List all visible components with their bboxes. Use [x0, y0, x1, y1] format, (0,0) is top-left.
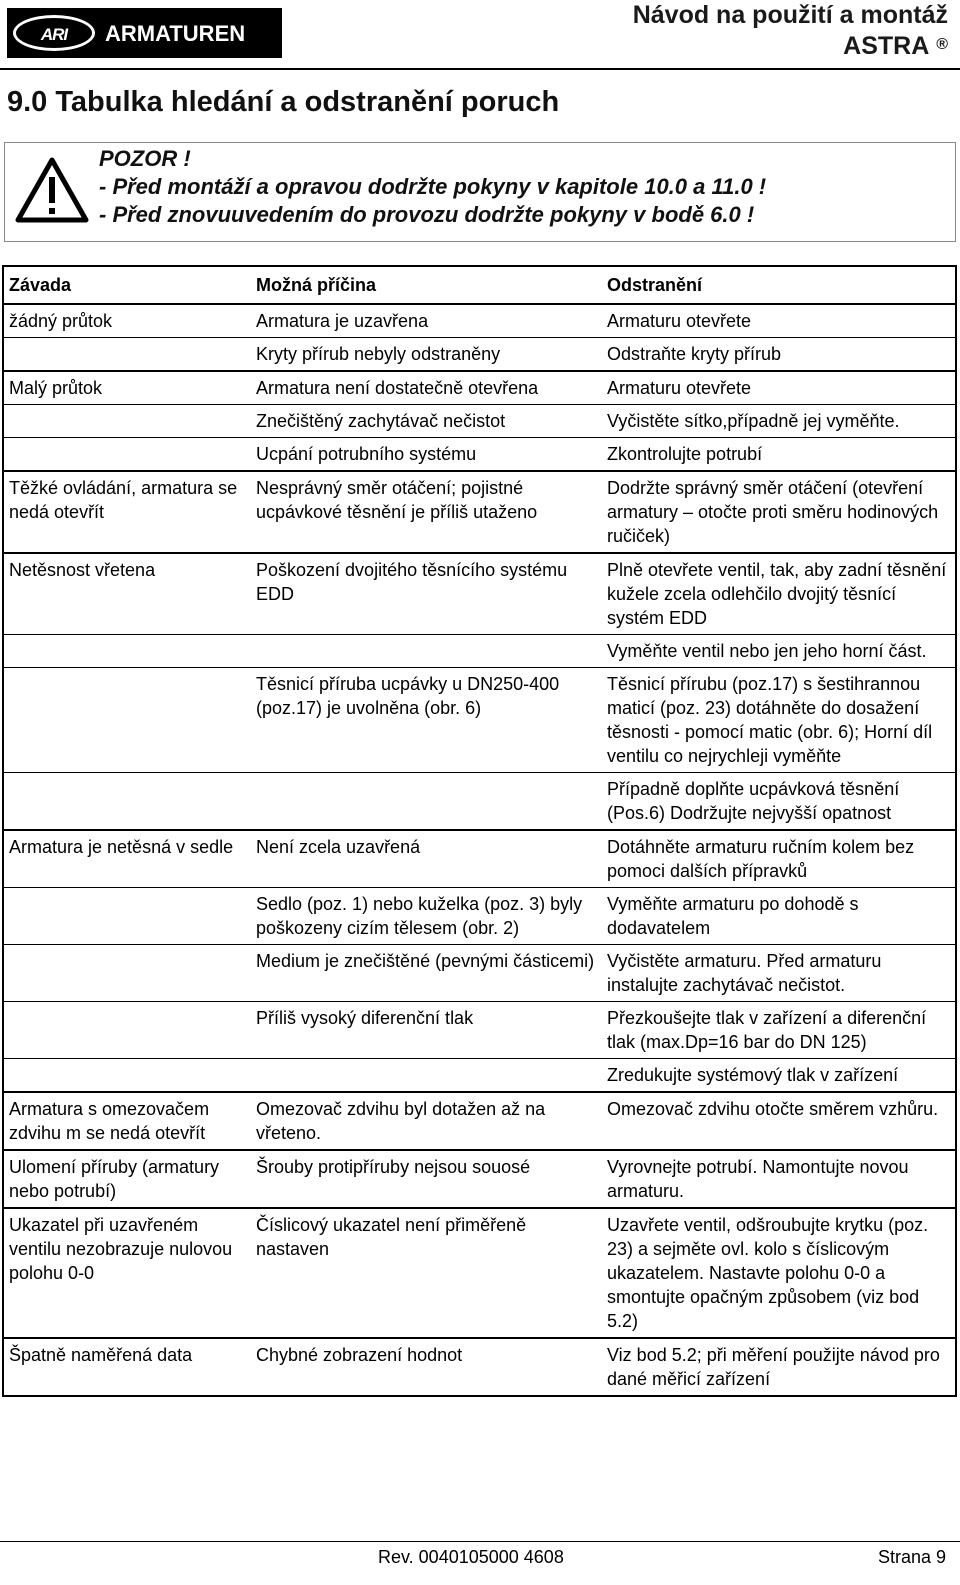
footer-divider	[0, 1541, 960, 1542]
fault-cell: žádný průtok	[3, 304, 251, 338]
cause-cell	[251, 773, 602, 831]
fault-cell	[3, 438, 251, 472]
cause-cell: Medium je znečištěné (pevnými částicemi)	[251, 945, 602, 1002]
header-remedy: Odstranění	[607, 275, 703, 295]
cause-cell: Ucpání potrubního systému	[251, 438, 602, 472]
remedy-cell: Dotáhněte armaturu ručním kolem bez pomoci dalších přípravků	[602, 830, 956, 888]
table-row	[3, 438, 956, 472]
fault-cell: Těžké ovládání, armatura se nedá otevřít	[3, 471, 251, 553]
fault-cell	[3, 888, 251, 945]
cause-cell: Nesprávný směr otáčení; pojistné ucpávkové těsnění je příliš utaženo	[251, 471, 602, 553]
remedy-cell: Armaturu otevřete	[602, 304, 956, 338]
fault-cell: Armatura je netěsná v sedle	[3, 830, 251, 888]
ari-oval-emblem	[13, 15, 95, 51]
table-row	[3, 338, 956, 372]
remedy-cell: Viz bod 5.2; při měření použijte návod pro dané měřicí zařízení	[602, 1338, 956, 1396]
table-row	[3, 1150, 956, 1208]
product-name: ASTRA	[843, 32, 930, 60]
document-title	[633, 0, 948, 62]
remedy-cell: Těsnicí přírubu (poz.17) s šestihrannou maticí (poz. 23) dotáhněte do dosažení těsnosti - pomocí matic (obr. 6); Horní díl ventilu co nejrychleji vyměňte	[602, 668, 956, 773]
cause-cell: Šrouby protipříruby nejsou souosé	[251, 1150, 602, 1208]
remedy-cell: Omezovač zdvihu otočte směrem vzhůru.	[602, 1092, 956, 1150]
cause-cell: Poškození dvojitého těsnícího systému EDD	[251, 553, 602, 635]
cause-cell: Těsnicí příruba ucpávky u DN250-400 (poz.17) je uvolněna (obr. 6)	[251, 668, 602, 773]
troubleshooting-table	[2, 265, 957, 1397]
cause-cell	[251, 1059, 602, 1093]
revision-number: Rev. 0040105000 4608	[378, 1547, 564, 1567]
remedy-cell: Vyčistěte sítko,případně jej vyměňte.	[602, 405, 956, 438]
remedy-cell: Odstraňte kryty přírub	[602, 338, 956, 372]
remedy-cell: Plně otevřete ventil, tak, aby zadní těsnění kužele zcela odlehčilo dvojitý těsnící systém EDD	[602, 553, 956, 635]
remedy-cell: Zkontrolujte potrubí	[602, 438, 956, 472]
fault-cell: Armatura s omezovačem zdvihu m se nedá otevřít	[3, 1092, 251, 1150]
remedy-cell: Vyčistěte armaturu. Před armaturu instalujte zachytávač nečistot.	[602, 945, 956, 1002]
remedy-cell: Zredukujte systémový tlak v zařízení	[602, 1059, 956, 1093]
remedy-cell: Případně doplňte ucpávková těsnění (Pos.6) Dodržujte nejvyšší opatnost	[602, 773, 956, 831]
table-row	[3, 888, 956, 945]
remedy-cell: Vyměňte armaturu po dohodě s dodavatelem	[602, 888, 956, 945]
fault-cell	[3, 338, 251, 372]
table-row	[3, 1208, 956, 1338]
cause-cell: Armatura není dostatečně otevřena	[251, 371, 602, 405]
remedy-cell: Vyrovnejte potrubí. Namontujte novou armaturu.	[602, 1150, 956, 1208]
table-row	[3, 1338, 956, 1396]
ari-armaturen-logo	[7, 8, 282, 58]
cause-cell: Znečištěný zachytávač nečistot	[251, 405, 602, 438]
fault-cell: Ulomení příruby (armatury nebo potrubí)	[3, 1150, 251, 1208]
page-number: Strana 9	[877, 1547, 946, 1567]
cause-cell: Příliš vysoký diferenční tlak	[251, 1002, 602, 1059]
cause-cell: Kryty přírub nebyly odstraněny	[251, 338, 602, 372]
remedy-cell: Dodržte správný směr otáčení (otevření armatury – otočte proti směru hodinových ručiček)	[602, 471, 956, 553]
header-cause: Možná příčina	[256, 275, 377, 295]
fault-cell: Netěsnost vřetena	[3, 553, 251, 635]
table-row	[3, 553, 956, 635]
fault-cell	[3, 635, 251, 668]
table-row	[3, 471, 956, 553]
table-row	[3, 1002, 956, 1059]
section-title: 9.0 Tabulka hledání a odstranění poruch	[7, 86, 560, 118]
fault-cell	[3, 1002, 251, 1059]
cause-cell: Číslicový ukazatel není přiměřeně nastaven	[251, 1208, 602, 1338]
warning-text	[99, 145, 766, 229]
header-fault: Závada	[9, 275, 72, 295]
ari-logo-text: ARI	[40, 25, 68, 44]
table-row	[3, 405, 956, 438]
document-title-line1: Návod na použití a montáž	[632, 1, 948, 29]
table-row	[3, 830, 956, 888]
registered-mark: ®	[936, 36, 948, 53]
table-row	[3, 668, 956, 773]
table-row	[3, 371, 956, 405]
table-row	[3, 304, 956, 338]
warning-triangle-icon	[15, 157, 89, 223]
fault-cell: Špatně naměřená data	[3, 1338, 251, 1396]
table-row	[3, 773, 956, 831]
table-header-row	[3, 266, 956, 304]
table-row	[3, 635, 956, 668]
fault-cell	[3, 945, 251, 1002]
brand-name: ARMATUREN	[105, 21, 246, 46]
remedy-cell: Armaturu otevřete	[602, 371, 956, 405]
cause-cell	[251, 635, 602, 668]
warning-box	[4, 142, 956, 242]
remedy-cell: Přezkoušejte tlak v zařízení a diferenční tlak (max.Dp=16 bar do DN 125)	[602, 1002, 956, 1059]
remedy-cell: Uzavřete ventil, odšroubujte krytku (poz. 23) a sejměte ovl. kolo s číslicovým ukazatelem. Nastavte polohu 0-0 a smontujte opačným způsobem (viz bod 5.2)	[602, 1208, 956, 1338]
fault-cell	[3, 773, 251, 831]
cause-cell: Není zcela uzavřená	[251, 830, 602, 888]
warning-line-2: - Před znovuuvedením do provozu dodržte pokyny v bodě 6.0 !	[99, 202, 755, 227]
warning-line-1: - Před montáží a opravou dodržte pokyny v kapitole 10.0 a 11.0 !	[99, 174, 767, 199]
fault-cell: Ukazatel při uzavřeném ventilu nezobrazuje nulovou polohu 0-0	[3, 1208, 251, 1338]
fault-cell	[3, 405, 251, 438]
cause-cell: Chybné zobrazení hodnot	[251, 1338, 602, 1396]
cause-cell: Omezovač zdvihu byl dotažen až na vřeteno.	[251, 1092, 602, 1150]
table-row	[3, 1059, 956, 1093]
header-divider	[0, 68, 960, 70]
cause-cell: Armatura je uzavřena	[251, 304, 602, 338]
fault-cell	[3, 668, 251, 773]
cause-cell: Sedlo (poz. 1) nebo kuželka (poz. 3) byly poškozeny cizím tělesem (obr. 2)	[251, 888, 602, 945]
remedy-cell: Vyměňte ventil nebo jen jeho horní část.	[602, 635, 956, 668]
fault-cell: Malý průtok	[3, 371, 251, 405]
table-row	[3, 1092, 956, 1150]
warning-heading: POZOR !	[99, 146, 191, 171]
document-title-line2	[633, 31, 948, 62]
fault-cell	[3, 1059, 251, 1093]
table-row	[3, 945, 956, 1002]
